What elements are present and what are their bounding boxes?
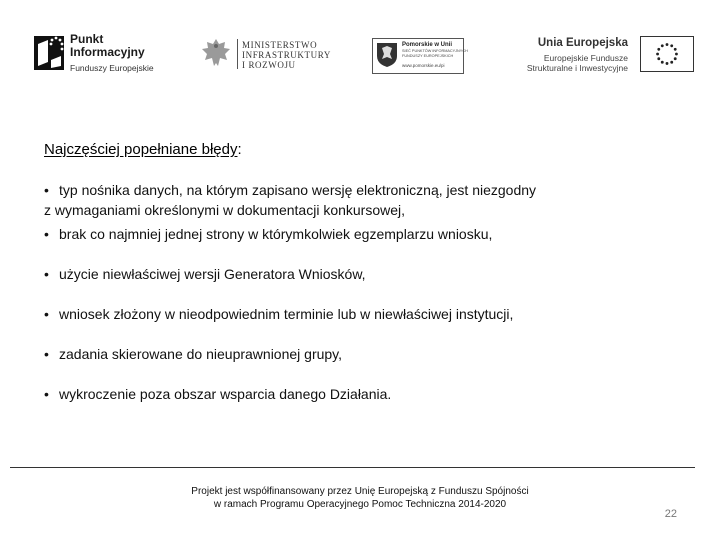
list-item-text: użycie niewłaściwej wersji Generatora Wniosków, [59,266,366,282]
fundusze-logo-line1: Punkt [70,32,104,46]
list-item-text: brak co najmniej jednej strony w którymkolwiek egzemplarzu wniosku, [59,226,493,242]
list-item [44,304,684,344]
ministerstwo-line3: I ROZWOJU [242,60,296,70]
list-item [44,384,684,424]
list-item-text: zadania skierowane do nieuprawnionej grupy, [59,346,343,362]
ue-logo-line3: Strukturalne i Inwestycyjne [526,63,628,73]
list-item [44,264,684,304]
list-item-continuation: z wymaganiami określonymi w dokumentacji konkursowej, [44,202,406,218]
ministerstwo-logo [200,36,330,76]
list-item-text: wykroczenie poza obszar wsparcia danego Działania. [59,386,392,402]
footer-line2: w ramach Programu Operacyjnego Pomoc Techniczna 2014-2020 [213,499,507,510]
slide-heading [44,141,242,159]
fundusze-logo-line3: Funduszy Europejskie [70,63,154,73]
eu-flag-icon [640,36,694,72]
bullet-marker: • [44,182,49,198]
pomorskie-line1: Pomorskie w Unii [402,42,453,48]
unia-europejska-logo [524,36,694,76]
heading-colon: : [237,141,242,158]
ministerstwo-line1: MINISTERSTWO [242,40,318,50]
bullet-marker: • [44,306,49,322]
page-number: 22 [664,508,677,520]
bullet-marker: • [44,346,49,362]
errors-list [44,180,684,424]
list-item-text: typ nośnika danych, na którym zapisano wersję elektroniczną, jest niezgodny [59,182,537,198]
ue-logo-line1: Unia Europejska [537,37,628,49]
ministerstwo-line2: INFRASTRUKTURY [242,50,331,60]
pomorskie-line2: SIEĆ PUNKTÓW INFORMACYJNYCH [402,49,468,53]
list-item-text: wniosek złożony w nieodpowiednim terminie lub w niewłaściwej instytucji, [59,306,514,322]
ue-logo-line2: Europejskie Fundusze [543,53,628,63]
fundusze-logo-line2: Informacyjny [70,45,145,59]
pomorskie-logo [372,38,468,74]
ministerstwo-separator [237,39,238,69]
bullet-marker: • [44,386,49,402]
pomorskie-crest-icon [376,42,398,68]
list-item [44,224,684,264]
footer-divider [10,467,695,468]
pomorskie-line4: www.pomorskie.eu/pi [402,63,445,68]
heading-text: Najczęściej popełniane błędy [44,141,238,158]
bullet-marker: • [44,226,49,242]
polish-eagle-icon [200,36,232,72]
list-item [44,344,684,384]
bullet-marker: • [44,266,49,282]
list-item [44,180,684,224]
fundusze-europejskie-logo [34,30,154,80]
pomorskie-line3: FUNDUSZY EUROPEJSKICH [402,54,454,58]
footer-line1: Projekt jest współfinansowany przez Unię Europejską z Funduszu Spójności [191,486,529,497]
fundusze-europejskie-mark-icon [34,30,66,76]
logo-strip [0,0,720,100]
